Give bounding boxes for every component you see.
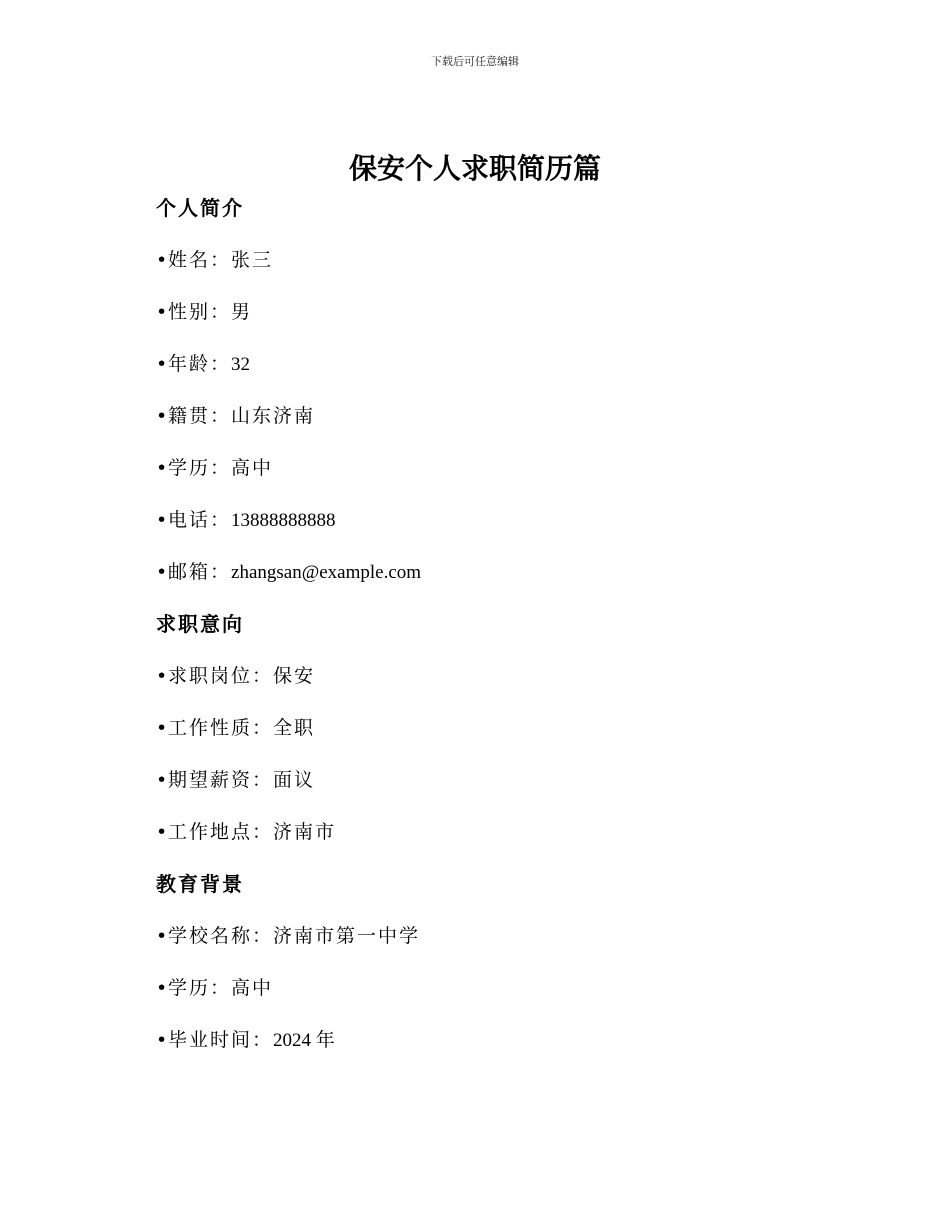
bullet: • (156, 405, 168, 427)
field-value: 高中 (231, 457, 274, 479)
bullet: • (156, 717, 168, 739)
field-value: 32 (231, 354, 251, 375)
field-education (156, 453, 796, 483)
field-label: 学校名称： (168, 925, 274, 947)
field-email (156, 557, 796, 587)
field-label: 籍贯： (168, 405, 232, 427)
field-value: 山东济南 (231, 405, 316, 427)
field-value: 全职 (273, 717, 316, 739)
document-title: 保安个人求职简历篇 (348, 152, 601, 185)
section-heading-job-intention: 求职意向 (156, 612, 244, 636)
section-heading-personal-profile: 个人简介 (156, 196, 244, 220)
field-value: zhangsan@example.com (231, 562, 422, 583)
field-label: 姓名： (168, 249, 232, 271)
field-gender (156, 297, 796, 327)
bullet: • (156, 353, 168, 375)
field-name (156, 245, 796, 275)
field-value: 男 (231, 301, 253, 323)
field-label: 工作性质： (168, 717, 274, 739)
field-label: 邮箱： (168, 561, 232, 583)
field-desired-position (156, 661, 796, 691)
field-label: 年龄： (168, 353, 232, 375)
section-heading-education-background: 教育背景 (156, 872, 244, 896)
field-label: 学历： (168, 457, 232, 479)
bullet: • (156, 665, 168, 687)
field-value: 济南市第一中学 (273, 925, 421, 947)
field-value: 13888888888 (231, 510, 336, 531)
field-value: 面议 (273, 769, 316, 791)
resume-body (156, 193, 796, 1077)
field-value: 2024 年 (273, 1030, 335, 1051)
bullet: • (156, 977, 168, 999)
field-label: 电话： (168, 509, 232, 531)
bullet: • (156, 821, 168, 843)
bullet: • (156, 561, 168, 583)
bullet: • (156, 457, 168, 479)
page-header-note: 下载后可任意编辑 (431, 55, 519, 68)
field-graduation-date (156, 1025, 796, 1055)
bullet: • (156, 769, 168, 791)
field-value: 济南市 (273, 821, 337, 843)
field-label: 学历： (168, 977, 232, 999)
bullet: • (156, 301, 168, 323)
field-value: 高中 (231, 977, 274, 999)
field-label: 性别： (168, 301, 232, 323)
field-value: 张三 (231, 249, 274, 271)
field-degree (156, 973, 796, 1003)
bullet: • (156, 509, 168, 531)
field-label: 毕业时间： (168, 1029, 274, 1051)
field-label: 期望薪资： (168, 769, 274, 791)
field-work-location (156, 817, 796, 847)
field-expected-salary (156, 765, 796, 795)
bullet: • (156, 1029, 168, 1051)
field-value: 保安 (273, 665, 316, 687)
field-phone (156, 505, 796, 535)
field-label: 工作地点： (168, 821, 274, 843)
bullet: • (156, 925, 168, 947)
bullet: • (156, 249, 168, 271)
field-label: 求职岗位： (168, 665, 274, 687)
field-age (156, 349, 796, 379)
field-job-type (156, 713, 796, 743)
field-hometown (156, 401, 796, 431)
field-school-name (156, 921, 796, 951)
